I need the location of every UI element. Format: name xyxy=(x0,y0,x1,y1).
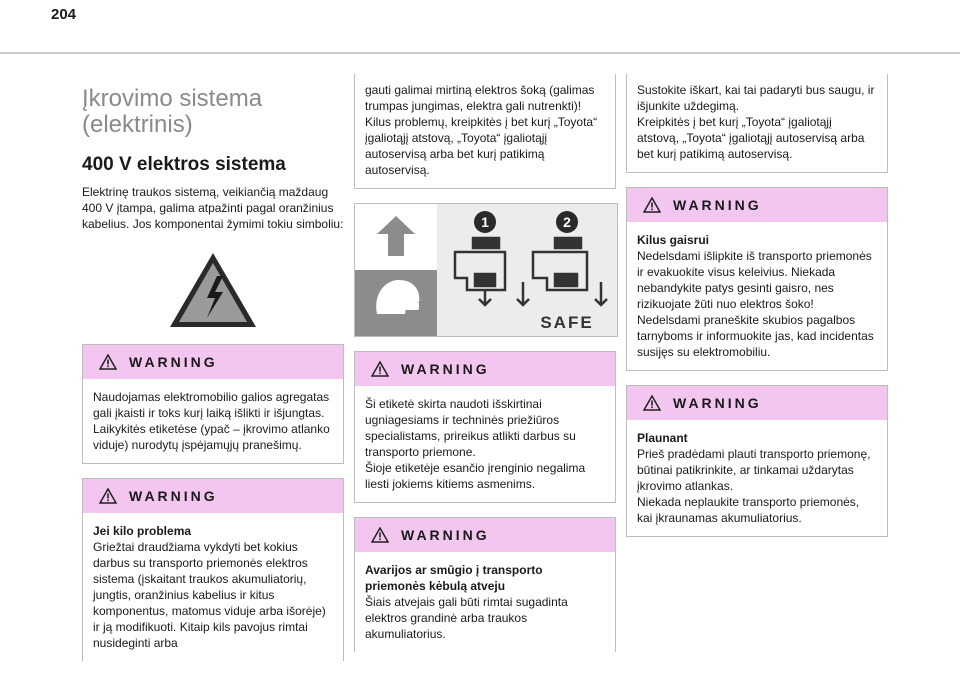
heading: 400 V elektros sistema xyxy=(82,154,286,175)
warning-box-2 xyxy=(82,478,344,661)
warning-title: WARNING xyxy=(129,354,218,370)
warning-header xyxy=(627,188,887,222)
section-title: Įkrovimo sistema (elektrinis) xyxy=(82,85,263,138)
high-voltage-symbol xyxy=(82,250,344,330)
warning-triangle-icon xyxy=(643,197,661,213)
warning-box-4 xyxy=(354,517,616,652)
warning-body xyxy=(355,552,615,652)
warning-title: WARNING xyxy=(129,488,218,504)
warning-body xyxy=(355,386,615,502)
column-2 xyxy=(354,74,616,666)
warning-body xyxy=(627,222,887,370)
warning-triangle-icon xyxy=(99,488,117,504)
column-1 xyxy=(82,70,344,675)
warning-title: WARNING xyxy=(673,197,762,213)
warning-text: Naudojamas elektromobilio galios agregatas gali įkaisti ir toks kurį laiką išlikti ir išjungtas. Laikykitės etiketėse (ypač – įkrovimo atlanko viduje) nurodytų įspėjamųjų pranešimų. xyxy=(93,390,330,452)
warning-header xyxy=(83,345,343,379)
warning-header xyxy=(83,479,343,513)
warning-box-3 xyxy=(354,351,616,503)
warning-triangle-icon xyxy=(371,527,389,543)
intro-text: Elektrinę traukos sistemą, veikiančią maždaug 400 V įtampa, galima atpažinti pagal oranžinius kabelius. Jos komponentai žymimi tokiu simboliu: xyxy=(82,185,344,231)
badge-2: 2 xyxy=(563,214,571,230)
warning-subtitle: Kilus gaisrui xyxy=(637,233,710,247)
page-number: 204 xyxy=(51,6,77,23)
warning-triangle-icon xyxy=(99,354,117,370)
warning-box-6 xyxy=(626,385,888,537)
warning-subtitle: Jei kilo problema xyxy=(93,524,192,538)
warning-title: WARNING xyxy=(401,361,490,377)
warning-body xyxy=(83,379,343,463)
warning-text: Nedelsdami išlipkite iš transporto priemonės ir evakuokite visus keleivius. Niekada nebandykite patys gesinti gaisro, nes rizikuojate žūti nuo elektros šoko! Nedelsdami praneškite skubios pagalbos tarnyboms ir informuokite jas, kad incidentas susijęs su elektromobiliu. xyxy=(637,249,874,359)
warning-header xyxy=(627,386,887,420)
warning-header xyxy=(355,352,615,386)
warning-subtitle: Avarijos ar smūgio į transporto priemonės kėbulą atveju xyxy=(365,563,543,593)
safe-text: SAFE xyxy=(540,313,594,332)
warning-body xyxy=(627,420,887,536)
warning-triangle-icon xyxy=(643,395,661,411)
warning-text: Ši etiketė skirta naudoti išskirtinai ugniagesiams ir techninės priežiūros specialistams, prireikus atlikti darbus su transporto priemone. Šioje etiketėje esančio įrenginio negalima liesti jokiems kitiems asmenims. xyxy=(365,397,586,491)
safety-label-image xyxy=(354,203,618,337)
warning-box-1 xyxy=(82,344,344,464)
warning-triangle-icon xyxy=(371,361,389,377)
warning-text: Prieš pradėdami plauti transporto priemonę, būtinai patikrinkite, ar tinkamai uždarytas įkrovimo atlankas. Niekada neplaukite transporto priemonės, kai įkraunamas akumuliatorius. xyxy=(637,447,871,525)
warning-text: Šiais atvejais gali būti rimtai sugadinta elektros grandinė arba traukos akumuliatorius. xyxy=(365,595,568,641)
warning-text: Griežtai draudžiama vykdyti bet kokius darbus su transporto priemonės elektros sistema (įskaitant traukos akumuliatorių, jungtis, oranžinius kabelius ir kitus komponentus, matomus viduje arba išorėje) ir ją modifikuoti. Kitaip kils pavojus rimtai nusideginti arba xyxy=(93,540,326,650)
warning-header xyxy=(355,518,615,552)
badge-1: 1 xyxy=(481,214,489,230)
warning-continued: gauti galimai mirtiną elektros šoką (galimas trumpas jungimas, elektra gali nutrenkti)! Kilus problemų, kreipkitės į bet kurį „Toyota“ įgaliotąjį atstovą, „Toyota“ įgaliotąjį autoservisą arba bet kurį patikimą autoservisą. xyxy=(354,74,616,189)
warning-body xyxy=(83,513,343,661)
high-voltage-warning-icon xyxy=(167,250,259,330)
top-divider xyxy=(0,52,960,54)
warning-title: WARNING xyxy=(401,527,490,543)
warning-continued: Sustokite iškart, kai tai padaryti bus saugu, ir išjunkite uždegimą. Kreipkitės į bet kurį „Toyota“ įgaliotąjį atstovą, „Toyota“ įgaliotąjį autoservisą arba bet kurį patikimą autoservisą. xyxy=(626,74,888,173)
warning-subtitle: Plaunant xyxy=(637,431,688,445)
warning-title: WARNING xyxy=(673,395,762,411)
column-3 xyxy=(626,74,888,551)
warning-box-5 xyxy=(626,187,888,371)
